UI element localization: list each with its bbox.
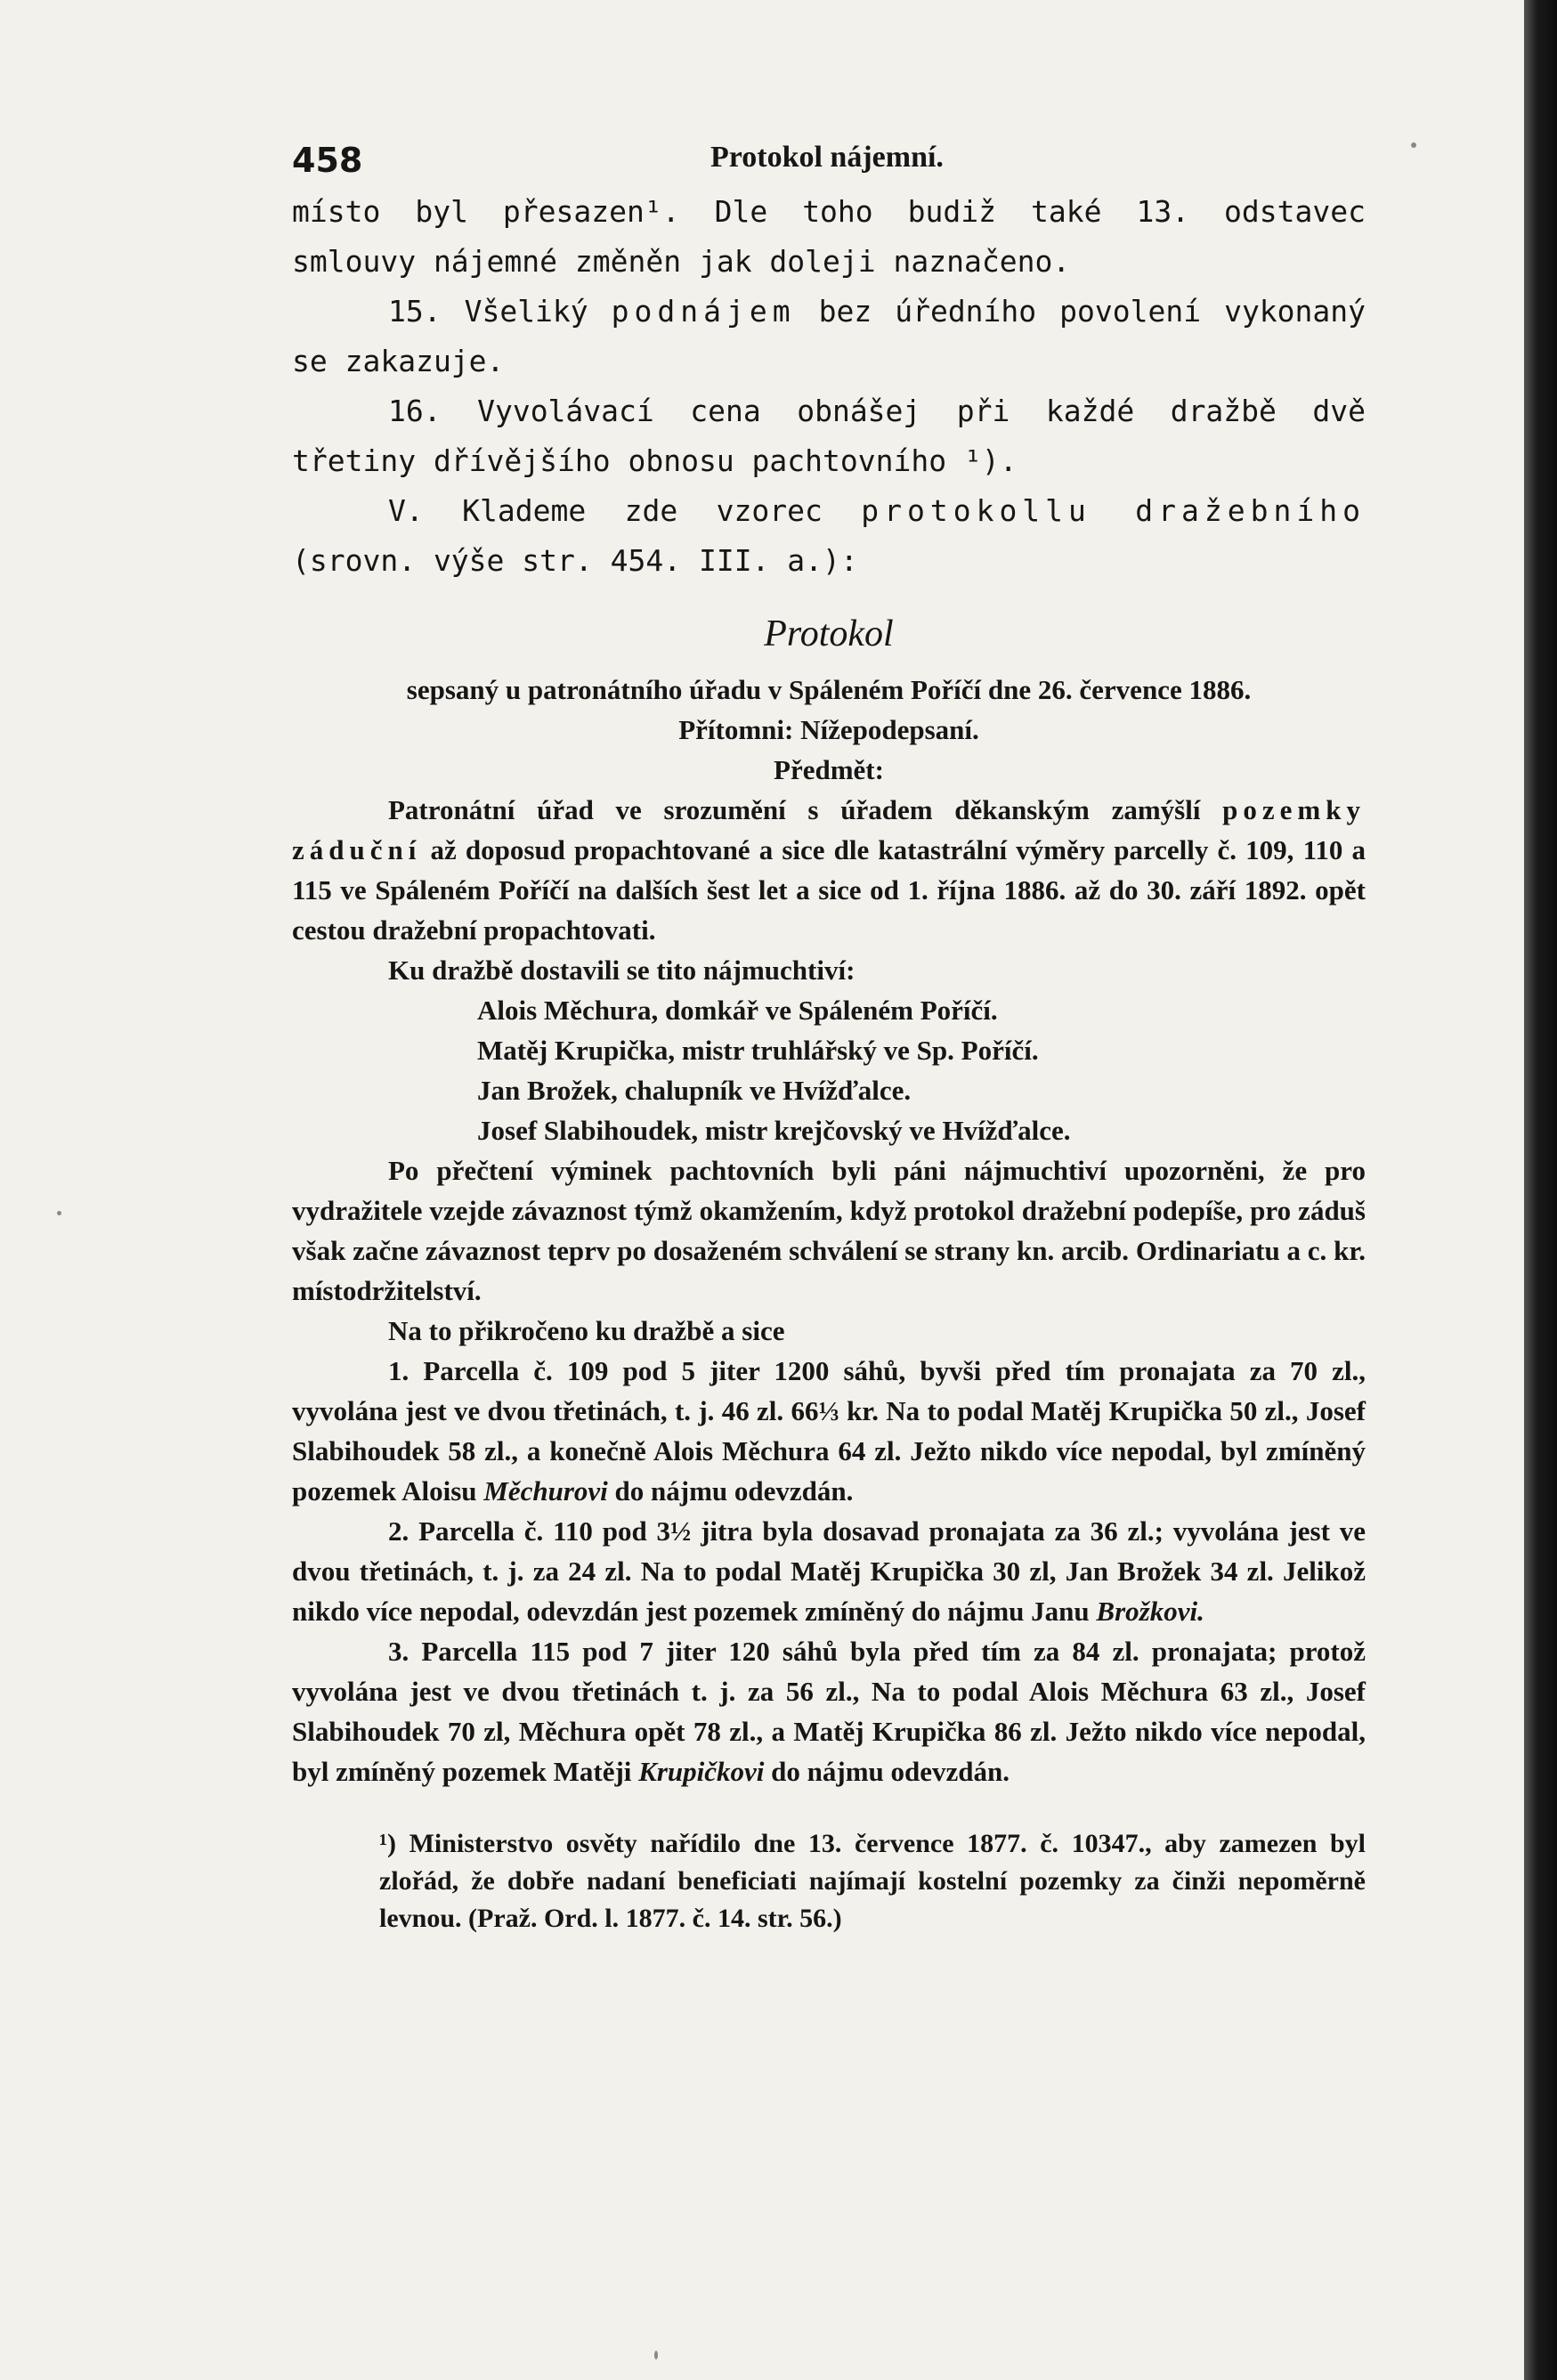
bidder-item: Josef Slabihoudek, mistr krejčovský ve Hvížďalce.	[477, 1115, 1071, 1146]
subject-rest: až doposud propachtované a sice dle katastrální výměry parcelly č. 109, 110 a 115 ve Spáleném Poříčí na dalších šest let a sice od 1. října 1886. až do 30. září 1892. opět cestou dražební propachtovati.	[292, 834, 1366, 946]
bidder-item: Matěj Krupička, mistr truhlářský ve Sp. Poříčí.	[477, 1035, 1039, 1066]
item-5-reference: (srovn. výše str. 454. III. a.):	[292, 543, 858, 578]
running-title: Protokol nájemní.	[710, 141, 944, 174]
parcel-2-text: 2. Parcella č. 110 pod 3½ jitra byla dosavad pronajata za 36 zl.; vyvolána jest ve dvou třetinách, t. j. za 24 zl. Na to podal Matěj Krupička 30 zl, Jan Brožek 34 zl. Jelikož nikdo více nepodal, odevzdán jest pozemek zmíněný do nájmu Janu	[292, 1515, 1366, 1627]
parcel-1-text: 1. Parcella č. 109 pod 5 jiter 1200 sáhů, byvši před tím pronajata za 70 zl., vyvolána jest ve dvou třetinách, t. j. 46 zl. 66⅓ kr. Na to podal Matěj Krupička 50 zl., Josef Slabihoudek 58 zl., a konečně Alois Měchura 64 zl. Ježto nikdo více nepodal, byl zmíněný pozemek Aloisu	[292, 1355, 1366, 1507]
parcel-1-end: do nájmu odevzdán.	[614, 1475, 854, 1507]
item-5-emphasis: protokollu dražebního	[861, 493, 1366, 528]
bidder-item: Jan Brožek, chalupník ve Hvížďalce.	[477, 1075, 912, 1106]
ink-speck	[57, 1211, 61, 1215]
item-15	[292, 287, 1366, 386]
item-5	[292, 486, 1366, 586]
subject-paragraph	[292, 790, 1366, 950]
ink-speck	[654, 2351, 658, 2360]
bidders-intro: Ku dražbě dostavili se tito nájmuchtiví:	[388, 954, 856, 986]
parcel-3-text: 3. Parcella 115 pod 7 jiter 120 sáhů byla před tím za 84 zl. pronajata; protož vyvolána jest ve dvou třetinách t. j. za 56 zl., Na to podal Alois Měchura 63 zl., Josef Slabihoudek 70 zl, Měchura opět 78 zl., a Matěj Krupička 86 zl. Ježto nikdo více nepodal, byl zmíněný pozemek Matěji	[292, 1636, 1366, 1787]
footnote	[292, 1825, 1366, 1937]
protocol-drafted: sepsaný u patronátního úřadu v Spáleném Poříčí dne 26. července 1886.	[406, 674, 1252, 705]
bidder-item: Alois Měchura, domkář ve Spáleném Poříčí.	[477, 995, 998, 1026]
parcel-2	[292, 1511, 1366, 1631]
item-15-text: bez úředního povolení vykonaný se zakazuje.	[292, 294, 1366, 378]
protocol-body	[292, 670, 1366, 1791]
subject-emphasis: pozemky záduční	[292, 794, 1366, 865]
protocol-title: Protokol	[764, 613, 894, 654]
scan-edge	[1524, 0, 1557, 2380]
subject-lead: Patronátní úřad ve srozumění s úřadem děkanským zamýšlí	[388, 794, 1201, 825]
notice-paragraph: Po přečtení výminek pachtovních byli páni nájmuchtiví upozorněni, že pro vydražitele vzejde závaznost týmž okamžením, když protokol dražební podepíše, pro záduš však začne závaznost teprv po dosaženém schválení se strany kn. arcib. Ordinariatu a c. kr. místodržitelství.	[292, 1155, 1366, 1306]
subject-heading: Předmět:	[774, 754, 884, 785]
item-16: 16. Vyvolávací cena obnášej při každé dražbě dvě třetiny dřívějšího obnosu pachtovního ¹).	[292, 394, 1366, 478]
parcel-3-winner: Krupičkovi	[638, 1756, 765, 1787]
footnote-text: ¹) Ministerstvo osvěty nařídilo dne 13. července 1877. č. 10347., aby zamezen byl zlořád, že dobře nadaní beneficiati najímají kostelní pozemky za činži nepoměrně levnou. (Praž. Ord. l. 1877. č. 14. str. 56.)	[379, 1829, 1366, 1933]
parcel-3-end: do nájmu odevzdán.	[771, 1756, 1010, 1787]
parcel-1-winner: Měchurovi	[483, 1475, 608, 1507]
ink-speck	[1411, 142, 1416, 148]
protocol-present: Přítomni: Nížepodepsaní.	[678, 714, 979, 745]
parcel-1	[292, 1351, 1366, 1511]
item-5-lead: V. Klademe zde vzorec	[388, 493, 823, 528]
item-15-emphasis: podnájem	[611, 294, 796, 329]
proceed-line: Na to přikročeno ku dražbě a sice	[388, 1315, 785, 1346]
item-15-number: 15. Všeliký	[388, 294, 588, 329]
intro-paragraph: místo byl přesazen¹. Dle toho budiž také 13. odstavec smlouvy nájemné změněn jak doleji naznačeno.	[292, 194, 1366, 279]
intro-text	[292, 187, 1366, 586]
page-number: 458	[292, 141, 363, 180]
running-header	[292, 134, 1366, 187]
parcel-3	[292, 1631, 1366, 1791]
text-column	[292, 134, 1366, 1937]
parcel-2-winner: Brožkovi.	[1096, 1596, 1204, 1627]
